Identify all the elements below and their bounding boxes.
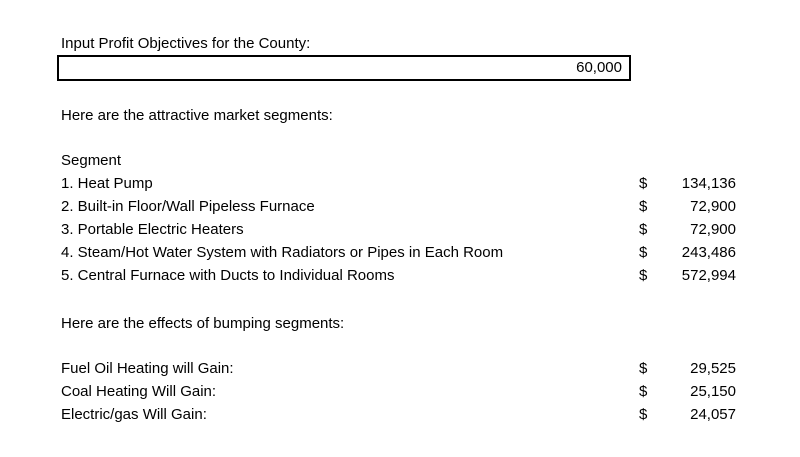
segment-label: 5. Central Furnace with Ducts to Individual Rooms bbox=[61, 267, 395, 284]
currency-symbol: $ bbox=[639, 244, 648, 261]
segment-label: 3. Portable Electric Heaters bbox=[61, 221, 244, 238]
segment-amount: 72,900 bbox=[690, 198, 736, 215]
currency-symbol: $ bbox=[639, 175, 648, 192]
gain-amount: 25,150 bbox=[690, 383, 736, 400]
currency-symbol: $ bbox=[639, 267, 648, 284]
currency-symbol: $ bbox=[639, 198, 648, 215]
segment-amount: 243,486 bbox=[681, 244, 736, 261]
segment-amount: 134,136 bbox=[681, 175, 736, 192]
gain-label: Fuel Oil Heating will Gain: bbox=[61, 360, 234, 377]
profit-objective-input[interactable] bbox=[57, 55, 631, 81]
profit-objective-value: 60,000 bbox=[576, 59, 622, 76]
gain-row bbox=[61, 404, 741, 426]
segments-intro: Here are the attractive market segments: bbox=[61, 107, 333, 124]
segment-header: Segment bbox=[61, 152, 122, 169]
segment-label: 1. Heat Pump bbox=[61, 175, 153, 192]
currency-symbol: $ bbox=[639, 221, 648, 238]
segment-row bbox=[61, 196, 741, 218]
segment-row bbox=[61, 173, 741, 195]
gain-row bbox=[61, 358, 741, 380]
gain-amount: 29,525 bbox=[690, 360, 736, 377]
currency-symbol: $ bbox=[639, 406, 648, 423]
gain-amount: 24,057 bbox=[690, 406, 736, 423]
profit-objective-label: Input Profit Objectives for the County: bbox=[61, 35, 311, 52]
segment-label: 2. Built-in Floor/Wall Pipeless Furnace bbox=[61, 198, 315, 215]
segment-amount: 72,900 bbox=[690, 221, 736, 238]
segment-row bbox=[61, 242, 741, 264]
segment-row bbox=[61, 219, 741, 241]
bumping-intro: Here are the effects of bumping segments: bbox=[61, 315, 345, 332]
segment-label: 4. Steam/Hot Water System with Radiators or Pipes in Each Room bbox=[61, 244, 504, 261]
gain-label: Electric/gas Will Gain: bbox=[61, 406, 207, 423]
gain-label: Coal Heating Will Gain: bbox=[61, 383, 217, 400]
segment-row bbox=[61, 265, 741, 287]
currency-symbol: $ bbox=[639, 360, 648, 377]
currency-symbol: $ bbox=[639, 383, 648, 400]
segment-amount: 572,994 bbox=[681, 267, 736, 284]
gain-row bbox=[61, 381, 741, 403]
